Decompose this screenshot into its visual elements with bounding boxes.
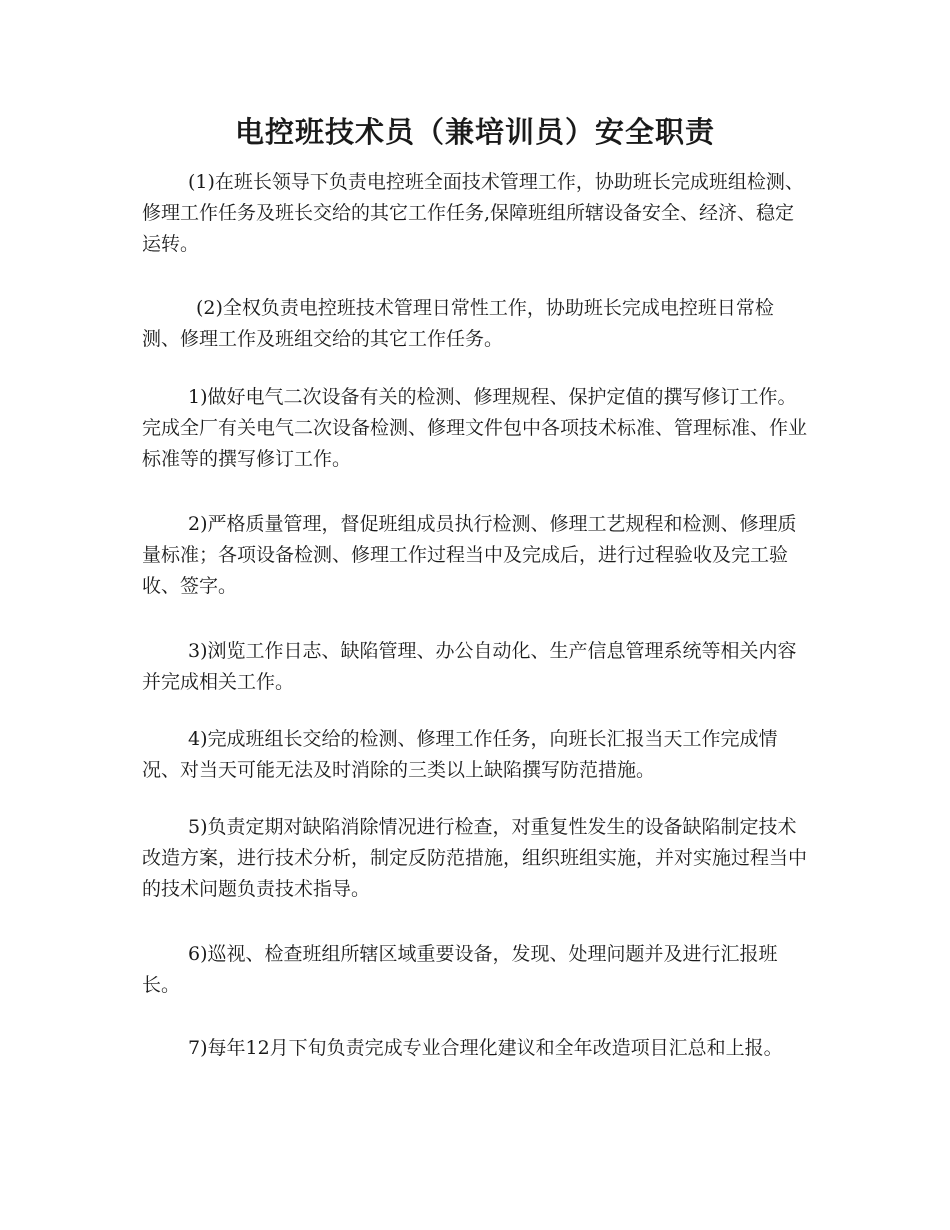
document-title: 电控班技术员（兼培训员）安全职责 xyxy=(234,115,715,149)
paragraph-2: (2)全权负责电控班技术管理日常性工作，协助班长完成电控班日常检测、修理工作及班组交给的其它工作任务。 xyxy=(142,297,774,350)
paragraph-7: 5)负责定期对缺陷消除情况进行检查，对重复性发生的设备缺陷制定技术改造方案，进行技术分析，制定反防范措施，组织班组实施，并对实施过程当中的技术问题负责技术指导。 xyxy=(142,816,808,900)
paragraph-1: (1)在班长领导下负责电控班全面技术管理工作，协助班长完成班组检测、修理工作任务及班长交给的其它工作任务,保障班组所辖设备安全、经济、稳定运转。 xyxy=(142,171,804,255)
paragraph-5: 3)浏览工作日志、缺陷管理、办公自动化、生产信息管理系统等相关内容并完成相关工作。 xyxy=(142,640,797,693)
paragraph-6: 4)完成班组长交给的检测、修理工作任务，向班长汇报当天工作完成情况、对当天可能无法及时消除的三类以上缺陷撰写防范措施。 xyxy=(142,728,778,781)
paragraph-9: 7)每年12月下旬负责完成专业合理化建议和全年改造项目汇总和上报。 xyxy=(188,1037,783,1059)
paragraph-8: 6)巡视、检查班组所辖区域重要设备，发现、处理问题并及进行汇报班长。 xyxy=(142,943,778,996)
paragraph-3: 1)做好电气二次设备有关的检测、修理规程、保护定值的撰写修订工作。完成全厂有关电气二次设备检测、修理文件包中各项技术标准、管理标准、作业标准等的撰写修订工作。 xyxy=(142,386,808,470)
paragraph-4: 2)严格质量管理，督促班组成员执行检测、修理工艺规程和检测、修理质量标准；各项设备检测、修理工作过程当中及完成后，进行过程验收及完工验收、签字。 xyxy=(142,513,797,597)
